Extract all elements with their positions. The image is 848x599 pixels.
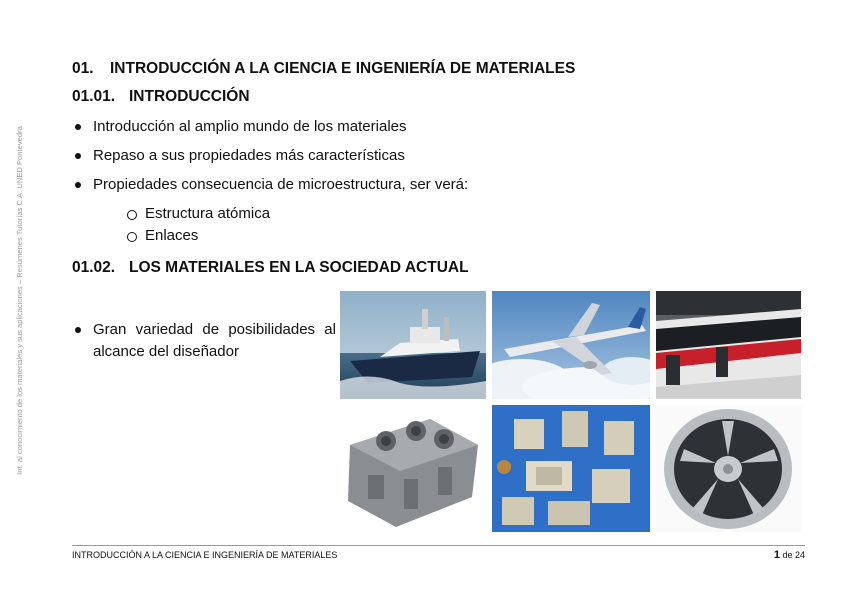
list-item: Gran variedad de posibilidades al alcance del diseñador bbox=[74, 319, 336, 363]
section-number: 01.02. bbox=[72, 259, 116, 276]
sub-bullet-list bbox=[127, 204, 270, 248]
list-item: Enlaces bbox=[127, 226, 270, 248]
chapter-number: 01. bbox=[72, 60, 94, 77]
chapter-heading bbox=[72, 60, 575, 78]
bullet-list-society bbox=[74, 319, 336, 363]
section-title: INTRODUCCIÓN bbox=[129, 88, 250, 105]
page-of: de bbox=[782, 550, 793, 560]
engine-block-photo bbox=[340, 405, 486, 532]
side-note bbox=[12, 90, 26, 510]
section-heading-intro bbox=[72, 88, 250, 106]
alloy-wheel-photo bbox=[656, 405, 801, 532]
section-title: LOS MATERIALES EN LA SOCIEDAD ACTUAL bbox=[129, 259, 469, 276]
section-number: 01.01. bbox=[72, 88, 116, 105]
side-note-text: Int. al conocimiento de los materiales y sus aplicaciones – Resúmenes Tutorías C.A. UNED Pontevedra bbox=[14, 125, 24, 475]
total-pages: 24 bbox=[794, 550, 805, 560]
footer-title: INTRODUCCIÓN A LA CIENCIA E INGENIERÍA DE MATERIALES bbox=[72, 550, 338, 560]
airplane-photo bbox=[492, 291, 650, 399]
footer-divider bbox=[72, 545, 805, 546]
section-heading-society bbox=[72, 259, 469, 277]
heatsink-chips-photo bbox=[492, 405, 650, 532]
materials-photo-grid bbox=[340, 291, 802, 533]
chapter-title: INTRODUCCIÓN A LA CIENCIA E INGENIERÍA DE MATERIALES bbox=[110, 60, 576, 77]
bullet-list bbox=[74, 117, 468, 204]
current-page: 1 bbox=[773, 549, 780, 561]
list-item: Estructura atómica bbox=[127, 204, 270, 226]
list-item: Propiedades consecuencia de microestructura, ser verá: bbox=[74, 175, 468, 204]
page-number bbox=[774, 549, 805, 561]
ship-photo bbox=[340, 291, 486, 399]
train-photo bbox=[656, 291, 801, 399]
list-item: Introducción al amplio mundo de los materiales bbox=[74, 117, 468, 146]
list-item: Repaso a sus propiedades más características bbox=[74, 146, 468, 175]
